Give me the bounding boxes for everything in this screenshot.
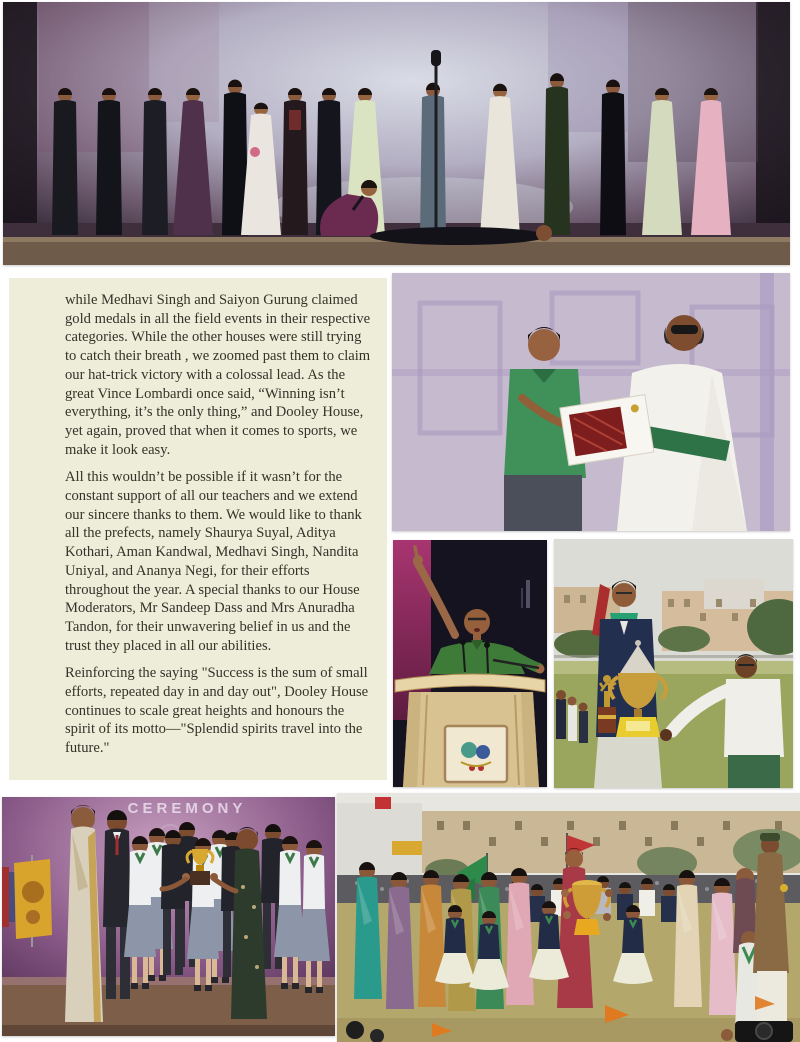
- photo-trophy-presentation: [554, 539, 793, 788]
- stage-group-scene: [2, 797, 335, 1036]
- photo-speech-podium: [393, 540, 547, 787]
- podium-speech-scene: [393, 540, 547, 787]
- article-paragraph-3: Reinforcing the saying "Success is the sum of small efforts, repeated day in and day out", Dooley House continues to scale great heights and honours the spirit of its motto—"Splendid spirits travel into the future.": [65, 665, 369, 757]
- photo-field-group-celebration: [337, 793, 800, 1042]
- trophy-presentation-scene: [554, 539, 793, 788]
- article-text-box: [9, 278, 387, 780]
- field-celebration-scene: [337, 793, 800, 1042]
- certificate-award-scene: [392, 273, 790, 531]
- ceremony-screen-text: CEREMONY: [127, 800, 247, 817]
- stage-play-scene: [3, 2, 790, 265]
- photo-certificate-award: [392, 273, 790, 531]
- article-paragraph-2: All this wouldn’t be possible if it wasn’t for the constant support of all our teachers and we extend our sincere thanks to them. We would like to thank all the prefects, namely Shaurya Suyal, Aditya Kothari, Aman Kandwal, Medhavi Singh, Nandita Uniyal, and Ananya Negi, for their efforts throughout the year. A special thanks to our House Moderators, Mr Sandeep Dass and Mrs Anuradha Tandon, for their unwavering belief in us and the trust they placed in all our abilities.: [65, 469, 362, 654]
- article-paragraph-1: while Medhavi Singh and Saiyon Gurung claimed gold medals in all the field events in their respective categories. While the other houses were still trying to catch their breath , we zoomed past them to claim our hat-trick victory with a colossal lead. As the great Vince Lombardi once said, “Winning isn’t everything, it’s the only thing,” and Dooley House, yet again, proved that when it comes to sports, we make it look easy.: [65, 292, 371, 458]
- photo-stage-group-trophy: [2, 797, 335, 1036]
- photo-stage-play: [3, 2, 790, 265]
